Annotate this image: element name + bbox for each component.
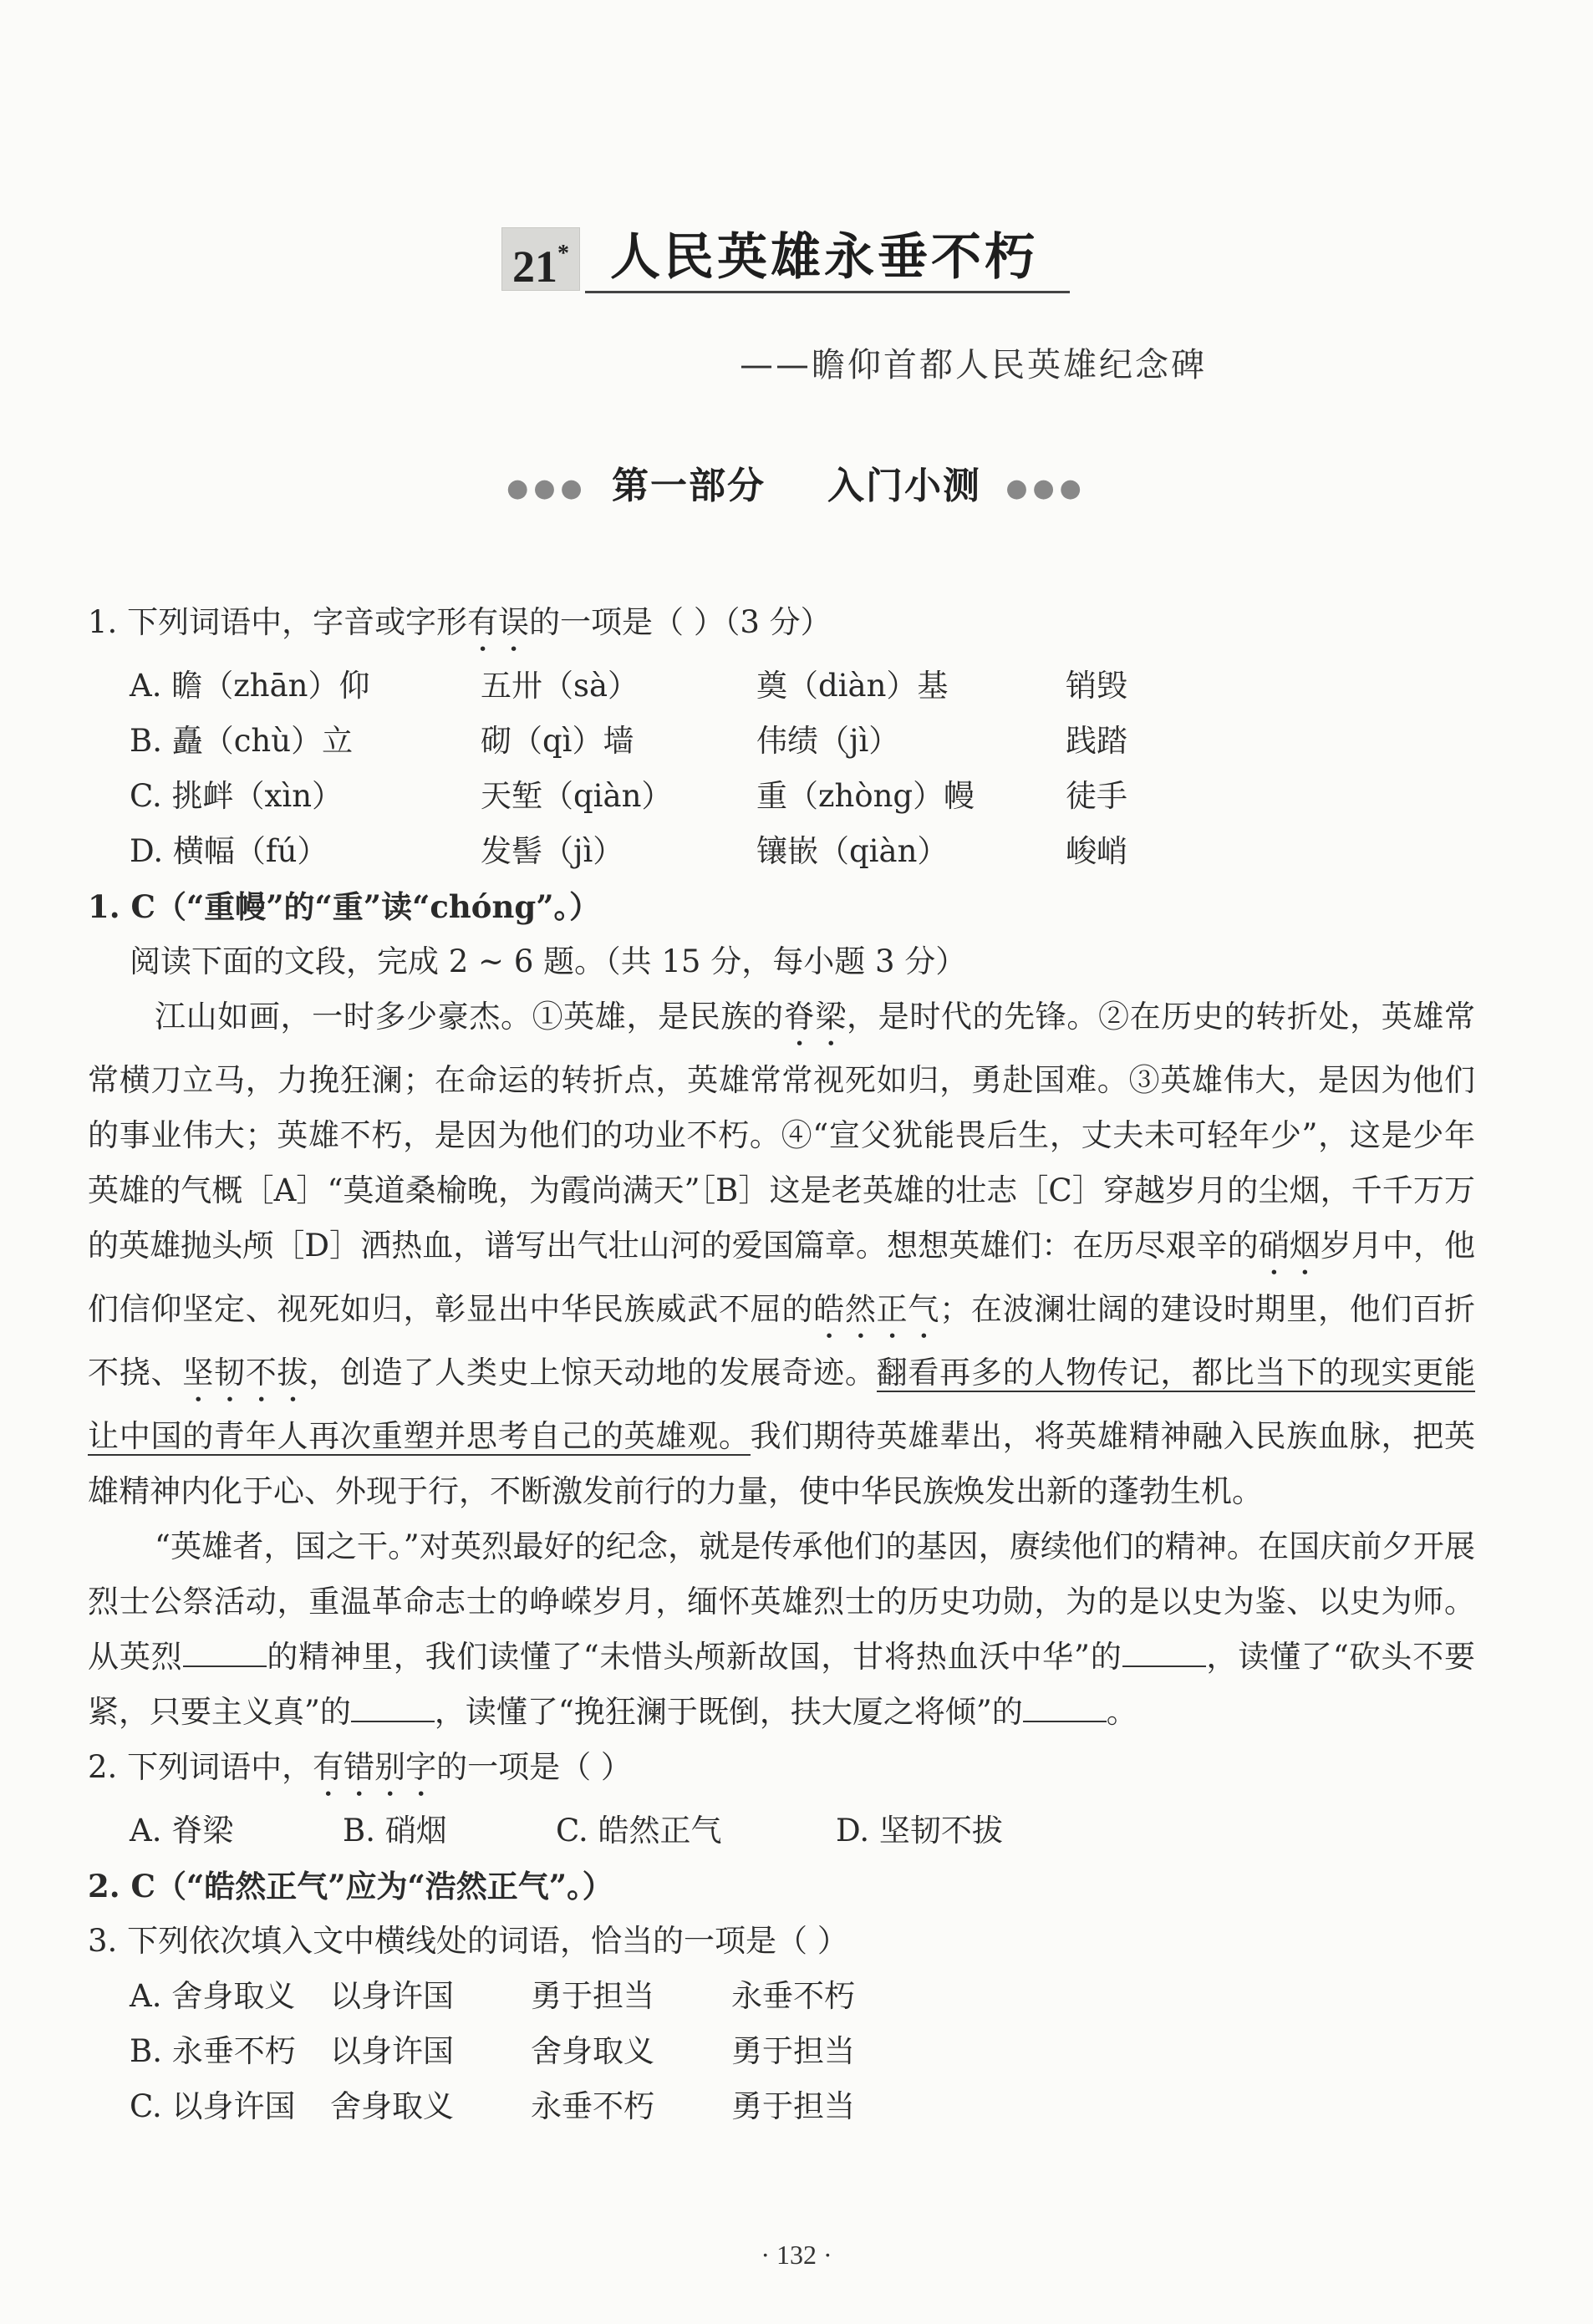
question-1-option-d: D. 横幅（fú） 发髻（jì） 镶嵌（qiàn） 峻峭 xyxy=(130,833,1127,869)
section-heading xyxy=(0,455,1593,509)
page-number: · 132 · xyxy=(761,2240,832,2270)
question-1-answer: 1. C（“重幔”的“重”读“chóng”。） xyxy=(88,888,601,925)
section-dots-right: ●●● xyxy=(1005,474,1087,503)
lesson-title: 人民英雄永垂不朽 xyxy=(610,228,1038,287)
lesson-number: 21 xyxy=(512,242,557,292)
lesson-number-box xyxy=(501,227,580,291)
lesson-mark: * xyxy=(557,241,569,267)
fill-blank-4 xyxy=(1023,1696,1107,1722)
reading-paragraph-2: “英雄者，国之干。”对英烈最好的纪念，就是传承他们的基因，赓续他们的精神。在国庆前夕开展烈士公祭活动，重温革命志士的峥嵘岁月，缅怀英雄烈士的历史功勋，为的是以史为鉴、以史为师。从英烈 的精神里，我们读懂了“未惜头颅新故国，甘将热血沃中华”的 ，读懂了“砍头不要紧，只要主义真”的 ，读懂了“挽狂澜于既倒，扶大厦之将倾”的 。 xyxy=(88,1528,1475,1730)
fill-blank-3 xyxy=(351,1696,435,1722)
reading-intro: 阅读下面的文段，完成 2 ~ 6 题。（共 15 分，每小题 3 分） xyxy=(130,943,967,979)
question-2-options: A. 脊梁 B. 硝烟 C. 皓然正气 D. 坚韧不拔 xyxy=(130,1813,1003,1849)
question-3-option-b: B. 永垂不朽 以身许国 舍身取义 勇于担当 xyxy=(130,2033,855,2069)
title-underline xyxy=(585,291,1070,293)
question-1-option-c: C. 挑衅（xìn） 天堑（qiàn） 重（zhòng）幔 徒手 xyxy=(130,778,1127,814)
lesson-title-block xyxy=(501,224,1070,299)
question-3-option-a: A. 舍身取义 以身许国 勇于担当 永垂不朽 xyxy=(130,1978,855,2014)
page-content xyxy=(88,595,1475,2134)
section-name: 入门小测 xyxy=(827,465,981,507)
lesson-subtitle: ——瞻仰首都人民英雄纪念碑 xyxy=(740,346,1207,384)
question-3-stem: 3. 下列依次填入文中横线处的词语，恰当的一项是（ ） xyxy=(88,1923,848,1959)
question-1-option-b: B. 矗（chù）立 砌（qì）墙 伟绩（jì） 践踏 xyxy=(130,723,1127,759)
question-1-option-a: A. 瞻（zhān）仰 五卅（sà） 奠（diàn）基 销毁 xyxy=(130,668,1127,704)
reading-paragraph-1: 江山如画，一时多少豪杰。①英雄，是民族的脊梁，是时代的先锋。②在历史的转折处，英雄常常横刀立马，力挽狂澜；在命运的转折点，英雄常常视死如归，勇赴国难。③英雄伟大，是因为他们的事业伟大；英雄不朽，是因为他们的功业不朽。④“宣父犹能畏后生，丈夫未可轻年少”，这是少年英雄的气概［A］“莫道桑榆晚，为霞尚满天”［B］这是老英雄的壮志［C］穿越岁月的尘烟，千千万万的英雄抛头颅［D］洒热血，谱写出气壮山河的爱国篇章。想想英雄们：在历尽艰辛的硝烟岁月中，他们信仰坚定、视死如归，彰显出中华民族威武不屈的皓然正气；在波澜壮阔的建设时期里，他们百折不挠、坚韧不拔，创造了人类史上惊天动地的发展奇迹。翻看再多的人物传记，都比当下的现实更能让中国的青年人再次重塑并思考自己的英雄观。我们期待英雄辈出，将英雄精神融入民族血脉，把英雄精神内化于心、外现于行，不断激发前行的力量，使中华民族焕发出新的蓬勃生机。 xyxy=(88,999,1476,1509)
question-3-option-c: C. 以身许国 舍身取义 永垂不朽 勇于担当 xyxy=(130,2088,855,2124)
question-2-answer: 2. C（“皓然正气”应为“浩然正气”。） xyxy=(88,1868,613,1904)
section-part: 第一部分 xyxy=(612,465,766,507)
fill-blank-1 xyxy=(183,1640,267,1667)
question-1-stem: 1. 下列词语中，字音或字形有误的一项是（ ）（3 分） xyxy=(88,604,832,640)
fill-blank-2 xyxy=(1122,1640,1206,1667)
question-2-stem: 2. 下列词语中，有错别字的一项是（ ） xyxy=(88,1749,632,1785)
underlined-sentence: 翻看再多的人物传记，都比当下的现实更能让中国的青年人再次重塑并思考自己的英雄观。 xyxy=(88,1355,1476,1454)
section-dots-left: ●●● xyxy=(506,474,588,503)
